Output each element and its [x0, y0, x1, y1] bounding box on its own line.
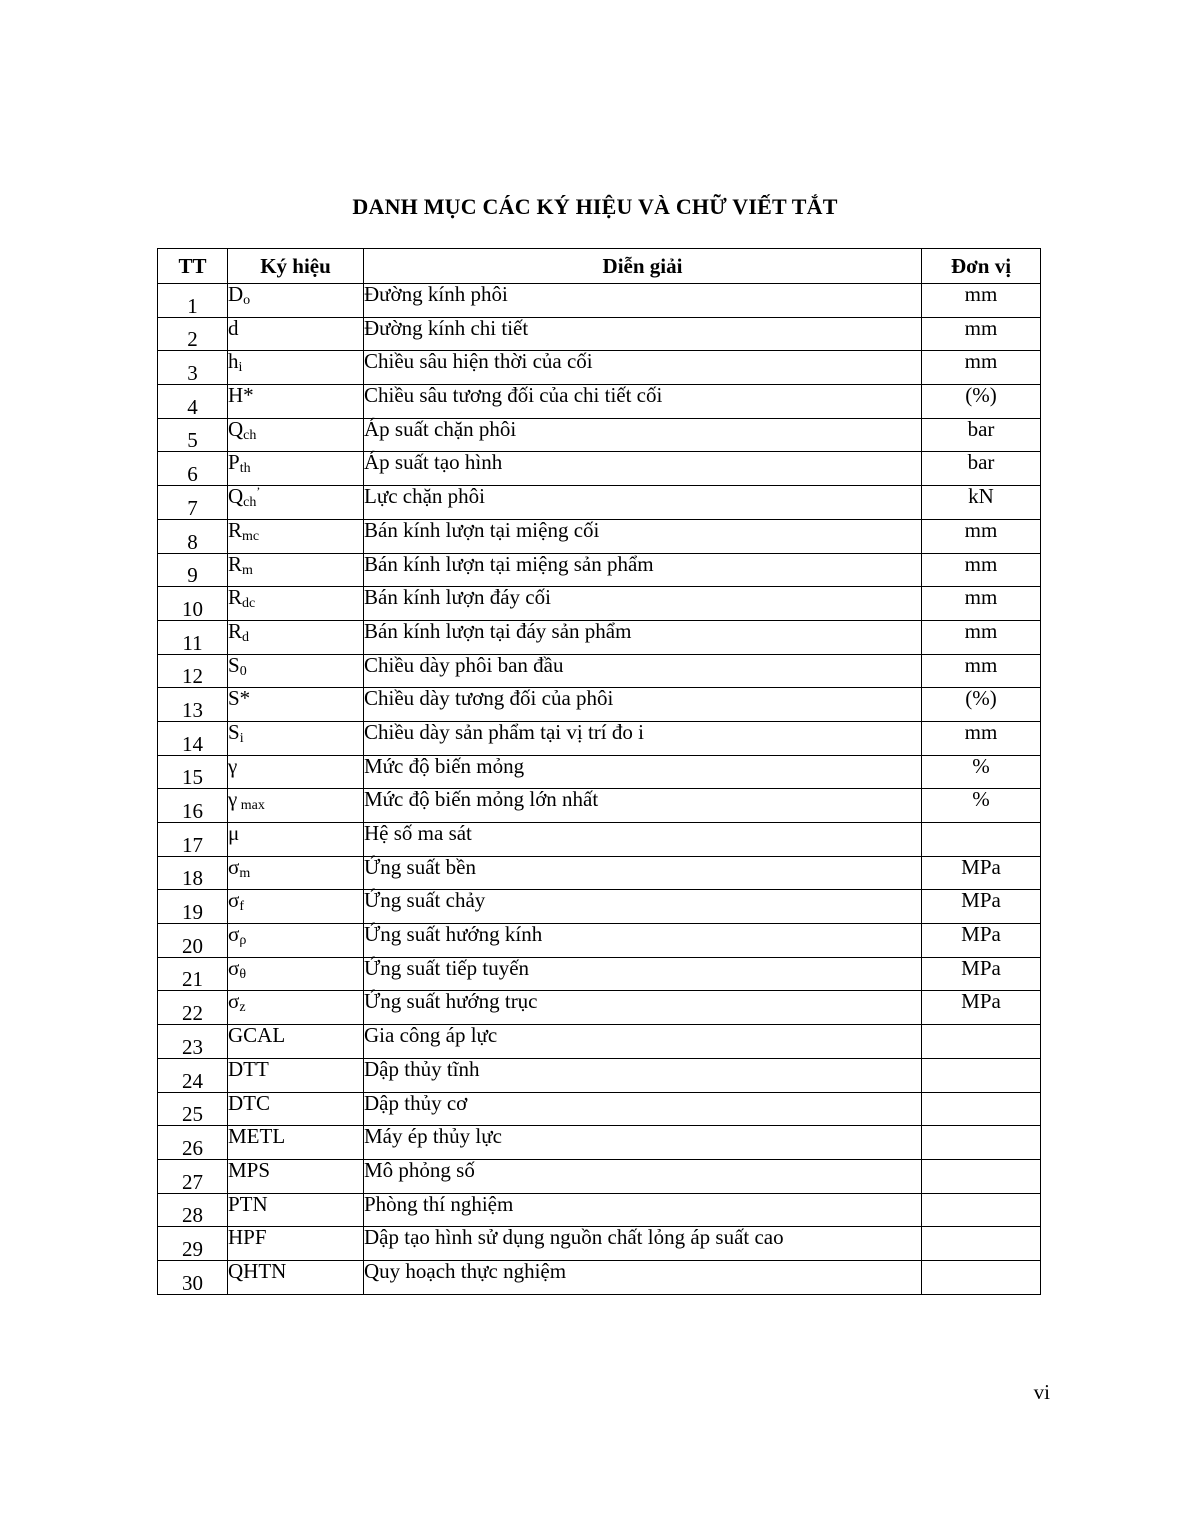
- row-unit: kN: [922, 486, 1041, 520]
- row-number: 1: [158, 284, 228, 318]
- header-description: Diễn giải: [364, 249, 922, 284]
- symbol-base: Q: [228, 484, 244, 509]
- row-unit: %: [922, 755, 1041, 789]
- row-description: Áp suất chặn phôi: [364, 418, 922, 452]
- row-description: Dập tạo hình sử dụng nguồn chất lỏng áp suất cao: [364, 1227, 922, 1261]
- symbol-subscript: 0: [239, 663, 247, 679]
- symbol-base: DTC: [228, 1090, 270, 1115]
- table-row: [158, 1058, 1041, 1092]
- table-row: [158, 452, 1041, 486]
- header-symbol: Ký hiệu: [228, 249, 364, 284]
- row-number: 18: [158, 856, 228, 890]
- table-row: [158, 351, 1041, 385]
- symbol-base: P: [228, 450, 240, 475]
- row-symbol: [228, 823, 364, 857]
- row-description: Mô phỏng số: [364, 1159, 922, 1193]
- row-unit: [922, 1159, 1041, 1193]
- table-row: [158, 1227, 1041, 1261]
- row-symbol: [228, 1058, 364, 1092]
- row-symbol: [228, 755, 364, 789]
- table-row: [158, 519, 1041, 553]
- symbol-subscript: ch: [243, 427, 257, 443]
- row-symbol: [228, 284, 364, 318]
- row-symbol: [228, 890, 364, 924]
- table-row: [158, 1193, 1041, 1227]
- row-symbol: [228, 654, 364, 688]
- symbol-base: H*: [228, 383, 254, 408]
- table-body: [158, 284, 1041, 1295]
- symbol-base: σ: [228, 989, 240, 1014]
- symbol-base: QHTN: [228, 1258, 287, 1283]
- row-unit: [922, 1058, 1041, 1092]
- row-unit: bar: [922, 452, 1041, 486]
- row-symbol: [228, 1126, 364, 1160]
- table-row: [158, 587, 1041, 621]
- row-unit: MPa: [922, 957, 1041, 991]
- symbol-subscript: m: [242, 562, 253, 578]
- symbol-subscript: mc: [242, 528, 260, 544]
- row-symbol: [228, 1227, 364, 1261]
- header-tt: TT: [158, 249, 228, 284]
- symbol-base: γ: [228, 787, 238, 812]
- table-row: [158, 755, 1041, 789]
- symbol-subscript: z: [239, 1000, 246, 1016]
- symbol-base: S: [228, 719, 240, 744]
- row-number: 21: [158, 957, 228, 991]
- table-row: [158, 924, 1041, 958]
- table-row: [158, 991, 1041, 1025]
- row-symbol: [228, 1092, 364, 1126]
- symbol-subscript: d: [242, 629, 250, 645]
- symbol-base: Q: [228, 416, 244, 441]
- row-symbol: [228, 1193, 364, 1227]
- symbol-base: R: [228, 517, 243, 542]
- page-title: DANH MỤC CÁC KÝ HIỆU VÀ CHỮ VIẾT TẮT: [352, 194, 838, 219]
- row-number: 20: [158, 924, 228, 958]
- row-symbol: [228, 789, 364, 823]
- row-unit: MPa: [922, 890, 1041, 924]
- row-number: 25: [158, 1092, 228, 1126]
- row-unit: (%): [922, 688, 1041, 722]
- symbol-base: R: [228, 585, 243, 610]
- row-number: 24: [158, 1058, 228, 1092]
- row-unit: mm: [922, 620, 1041, 654]
- row-symbol: [228, 519, 364, 553]
- row-description: Chiều dày sản phẩm tại vị trí đo i: [364, 721, 922, 755]
- symbol-subscript: o: [243, 293, 251, 308]
- row-number: 14: [158, 721, 228, 755]
- row-symbol: [228, 1260, 364, 1294]
- row-unit: mm: [922, 317, 1041, 351]
- symbol-base: D: [228, 282, 244, 306]
- symbol-base: PTN: [228, 1191, 268, 1216]
- row-symbol: [228, 721, 364, 755]
- table-row: [158, 688, 1041, 722]
- row-description: Chiều dày phôi ban đầu: [364, 654, 922, 688]
- row-number: 6: [158, 452, 228, 486]
- row-number: 22: [158, 991, 228, 1025]
- row-unit: [922, 1025, 1041, 1059]
- symbol-base: σ: [228, 888, 240, 913]
- table-row: [158, 486, 1041, 520]
- row-symbol: [228, 620, 364, 654]
- symbol-subscript: th: [239, 461, 251, 477]
- row-symbol: [228, 924, 364, 958]
- row-unit: MPa: [922, 856, 1041, 890]
- row-symbol: [228, 1159, 364, 1193]
- symbol-subscript: ch: [243, 495, 257, 511]
- row-description: Gia công áp lực: [364, 1025, 922, 1059]
- row-description: Ứng suất hướng kính: [364, 924, 922, 958]
- symbol-base: σ: [228, 955, 240, 980]
- row-unit: [922, 1260, 1041, 1294]
- row-description: Dập thủy cơ: [364, 1092, 922, 1126]
- symbol-base: h: [228, 349, 239, 374]
- row-description: Dập thủy tĩnh: [364, 1058, 922, 1092]
- row-number: 10: [158, 587, 228, 621]
- row-description: Đường kính chi tiết: [364, 317, 922, 351]
- symbols-table: [157, 248, 1041, 1295]
- symbol-subscript: m: [239, 865, 251, 881]
- row-description: Quy hoạch thực nghiệm: [364, 1260, 922, 1294]
- symbol-base: HPF: [228, 1225, 267, 1250]
- table-row: [158, 1025, 1041, 1059]
- row-number: 8: [158, 519, 228, 553]
- row-number: 16: [158, 789, 228, 823]
- row-symbol: [228, 452, 364, 486]
- symbol-subscript: ρ: [239, 933, 247, 949]
- row-description: Mức độ biến mỏng lớn nhất: [364, 789, 922, 823]
- symbol-base: S*: [228, 686, 251, 711]
- table-row: [158, 890, 1041, 924]
- table-row: [158, 385, 1041, 419]
- symbol-base: MPS: [228, 1157, 271, 1182]
- table-row: [158, 721, 1041, 755]
- row-unit: MPa: [922, 991, 1041, 1025]
- row-symbol: [228, 688, 364, 722]
- row-symbol: [228, 317, 364, 351]
- row-description: Đường kính phôi: [364, 284, 922, 318]
- table-row: [158, 1260, 1041, 1294]
- table-row: [158, 789, 1041, 823]
- row-description: Chiều dày tương đối của phôi: [364, 688, 922, 722]
- table-row: [158, 1126, 1041, 1160]
- row-unit: %: [922, 789, 1041, 823]
- row-description: Bán kính lượn đáy cối: [364, 587, 922, 621]
- table-row: [158, 620, 1041, 654]
- row-description: Hệ số ma sát: [364, 823, 922, 857]
- row-symbol: [228, 385, 364, 419]
- row-description: Lực chặn phôi: [364, 486, 922, 520]
- table-row: [158, 284, 1041, 318]
- row-number: 28: [158, 1193, 228, 1227]
- row-unit: mm: [922, 284, 1041, 318]
- row-unit: mm: [922, 553, 1041, 587]
- symbol-subscript: dc: [242, 596, 256, 612]
- row-number: 7: [158, 486, 228, 520]
- row-description: Phòng thí nghiệm: [364, 1193, 922, 1227]
- row-number: 30: [158, 1260, 228, 1294]
- header-unit: Đơn vị: [922, 249, 1041, 284]
- symbol-subscript: θ: [239, 966, 247, 982]
- symbol-subscript: i: [238, 360, 243, 376]
- row-symbol: [228, 553, 364, 587]
- row-number: 4: [158, 385, 228, 419]
- row-number: 26: [158, 1126, 228, 1160]
- row-number: 5: [158, 418, 228, 452]
- table-row: [158, 856, 1041, 890]
- row-symbol: [228, 486, 364, 520]
- row-symbol: [228, 957, 364, 991]
- table-header-row: [158, 249, 1041, 284]
- row-unit: [922, 1092, 1041, 1126]
- row-description: Bán kính lượn tại miệng sản phẩm: [364, 553, 922, 587]
- row-number: 2: [158, 317, 228, 351]
- symbol-base: σ: [228, 854, 240, 879]
- symbol-base: d: [228, 315, 239, 340]
- row-number: 27: [158, 1159, 228, 1193]
- row-description: Máy ép thủy lực: [364, 1126, 922, 1160]
- symbol-subscript: i: [239, 730, 244, 746]
- row-symbol: [228, 1025, 364, 1059]
- row-number: 23: [158, 1025, 228, 1059]
- row-description: Ứng suất bền: [364, 856, 922, 890]
- table-row: [158, 1092, 1041, 1126]
- row-unit: bar: [922, 418, 1041, 452]
- symbol-base: γ: [228, 753, 238, 778]
- table-row: [158, 553, 1041, 587]
- symbol-base: σ: [228, 922, 240, 947]
- row-description: Áp suất tạo hình: [364, 452, 922, 486]
- row-unit: [922, 1126, 1041, 1160]
- row-symbol: [228, 351, 364, 385]
- row-description: Ứng suất hướng trục: [364, 991, 922, 1025]
- row-symbol: [228, 587, 364, 621]
- table-row: [158, 957, 1041, 991]
- row-unit: MPa: [922, 924, 1041, 958]
- row-number: 12: [158, 654, 228, 688]
- row-unit: [922, 823, 1041, 857]
- row-unit: (%): [922, 385, 1041, 419]
- row-number: 17: [158, 823, 228, 857]
- row-unit: [922, 1227, 1041, 1261]
- row-description: Bán kính lượn tại đáy sản phẩm: [364, 620, 922, 654]
- row-description: Bán kính lượn tại miệng cối: [364, 519, 922, 553]
- row-number: 9: [158, 553, 228, 587]
- row-number: 3: [158, 351, 228, 385]
- row-number: 19: [158, 890, 228, 924]
- symbol-superscript: ’: [256, 484, 261, 499]
- row-unit: mm: [922, 519, 1041, 553]
- row-number: 29: [158, 1227, 228, 1261]
- row-description: Ứng suất chảy: [364, 890, 922, 924]
- row-description: Chiều sâu hiện thời của cối: [364, 351, 922, 385]
- row-unit: [922, 1193, 1041, 1227]
- row-symbol: [228, 856, 364, 890]
- row-unit: mm: [922, 351, 1041, 385]
- table-row: [158, 317, 1041, 351]
- symbol-base: R: [228, 551, 243, 576]
- symbol-subscript: max: [237, 798, 265, 814]
- table-row: [158, 1159, 1041, 1193]
- page-number: vi: [1033, 1380, 1050, 1404]
- table-row: [158, 823, 1041, 857]
- symbol-base: S: [228, 652, 240, 677]
- row-symbol: [228, 991, 364, 1025]
- symbol-base: DTT: [228, 1056, 269, 1081]
- row-number: 11: [158, 620, 228, 654]
- table-row: [158, 418, 1041, 452]
- symbol-subscript: f: [239, 899, 244, 915]
- row-unit: mm: [922, 721, 1041, 755]
- table-row: [158, 654, 1041, 688]
- row-description: Chiều sâu tương đối của chi tiết cối: [364, 385, 922, 419]
- row-number: 15: [158, 755, 228, 789]
- row-description: Ứng suất tiếp tuyến: [364, 957, 922, 991]
- row-unit: mm: [922, 654, 1041, 688]
- symbol-base: μ: [228, 821, 240, 845]
- symbol-base: GCAL: [228, 1023, 286, 1048]
- row-number: 13: [158, 688, 228, 722]
- symbol-base: METL: [228, 1124, 286, 1149]
- row-symbol: [228, 418, 364, 452]
- symbol-base: R: [228, 618, 243, 643]
- row-description: Mức độ biến mỏng: [364, 755, 922, 789]
- row-unit: mm: [922, 587, 1041, 621]
